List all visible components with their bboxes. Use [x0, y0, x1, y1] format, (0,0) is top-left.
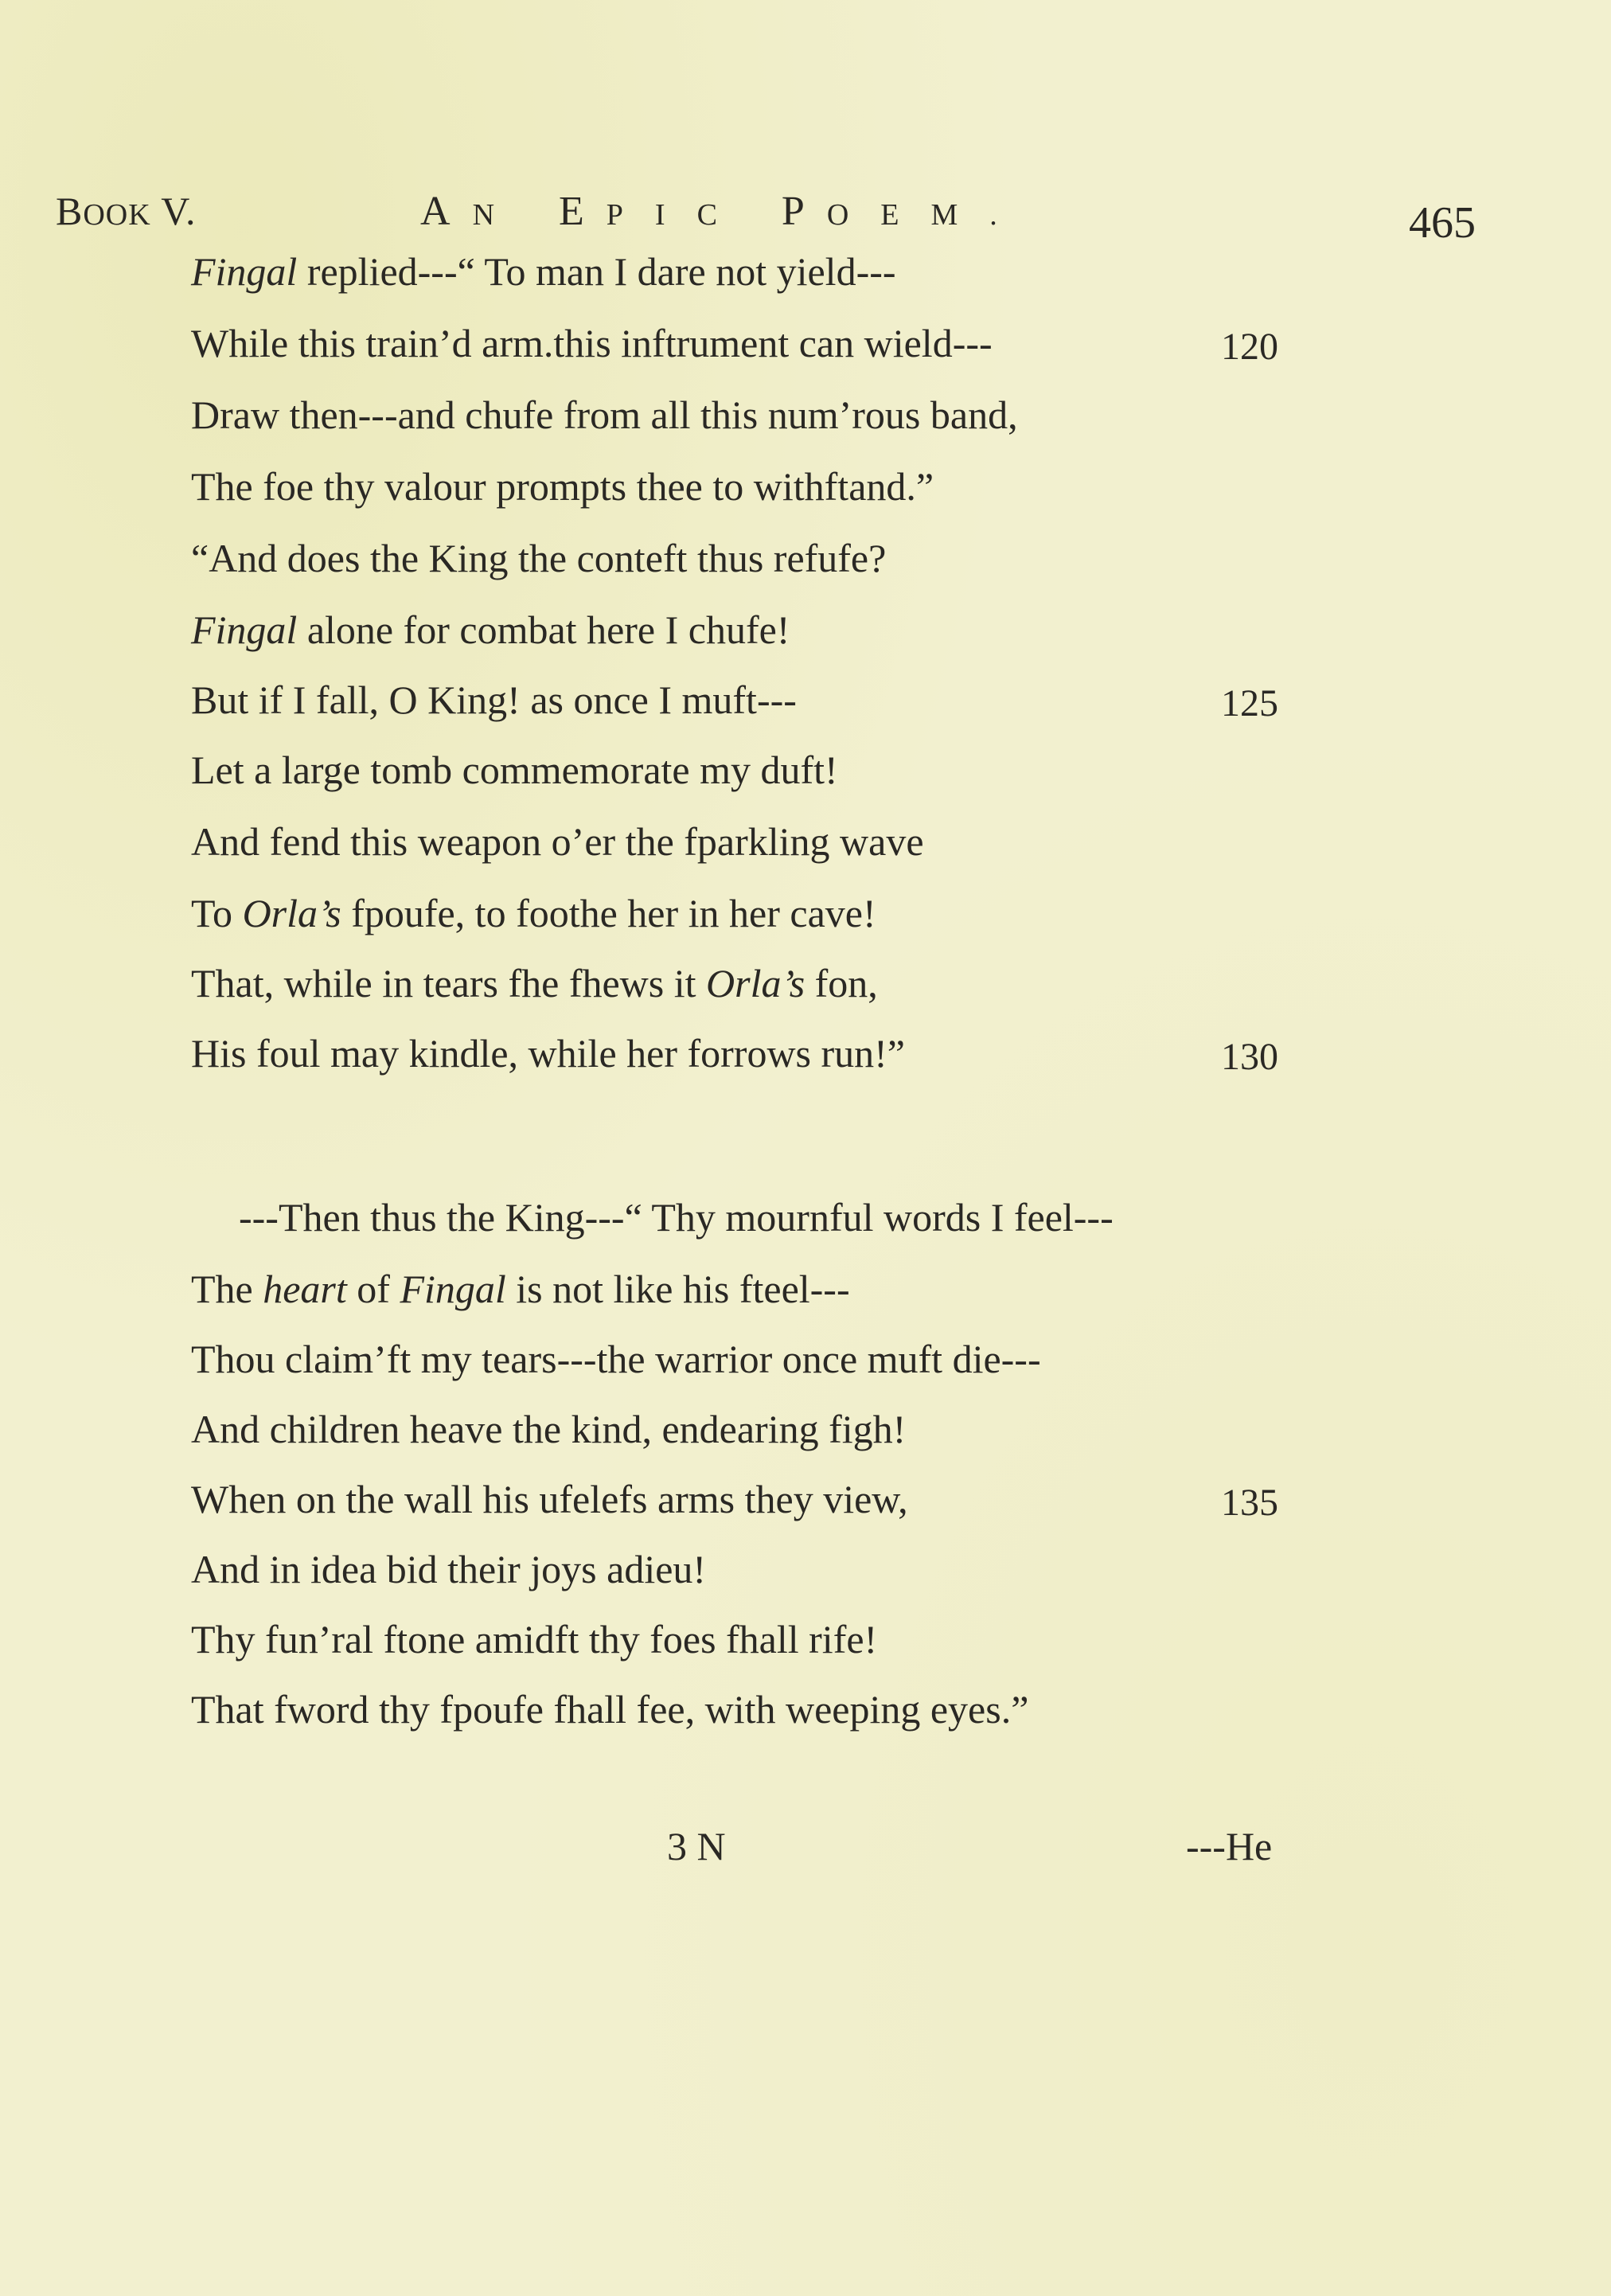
- verse-line: To Orla’s fpoufe, to foothe her in her cave!: [191, 891, 876, 935]
- line-number: 120: [1221, 326, 1278, 368]
- line-number: 130: [1221, 1036, 1278, 1078]
- verse-line: But if I fall, O King! as once I muft---: [191, 677, 797, 722]
- line-number: 135: [1221, 1482, 1278, 1524]
- verse-line: Fingal replied---“ To man I dare not yield---: [191, 249, 896, 294]
- verse-line: The heart of Fingal is not like his fteel---: [191, 1267, 850, 1311]
- verse-line: Draw then---and chufe from all this num’rous band,: [191, 392, 1018, 437]
- page-number: 465: [1409, 198, 1476, 248]
- verse-line: And fend this weapon o’er the fparkling wave: [191, 819, 924, 864]
- verse-line: Let a large tomb commemorate my duft!: [191, 748, 838, 792]
- line-number: 125: [1221, 682, 1278, 724]
- verse-line: Thou claim’ft my tears---the warrior once muft die---: [191, 1337, 1041, 1381]
- verse-line: Thy fun’ral ftone amidft thy foes fhall rife!: [191, 1617, 878, 1661]
- verse-line: When on the wall his ufelefs arms they view,: [191, 1477, 908, 1521]
- verse-line: His foul may kindle, while her forrows run!”: [191, 1031, 905, 1076]
- verse-line: That fword thy fpoufe fhall fee, with weeping eyes.”: [191, 1687, 1029, 1732]
- verse-line: ---Then thus the King---“ Thy mournful words I feel---: [239, 1195, 1114, 1240]
- verse-line: And children heave the kind, endearing figh!: [191, 1407, 907, 1451]
- signature-mark: 3 N: [667, 1824, 726, 1868]
- verse-line: That, while in tears fhe fhews it Orla’s fon,: [191, 961, 878, 1005]
- verse-line: And in idea bid their joys adieu!: [191, 1547, 707, 1591]
- verse-line: While this train’d arm.this inftrument can wield---: [191, 321, 993, 365]
- book-label: BOOK V.: [56, 189, 197, 233]
- verse-line: Fingal alone for combat here I chufe!: [191, 607, 790, 652]
- verse-line: The foe thy valour prompts thee to withftand.”: [191, 464, 934, 509]
- catchword: ---He: [1186, 1824, 1273, 1868]
- verse-line: “And does the King the conteft thus refufe?: [191, 536, 887, 580]
- running-title: AN EPIC POEM.: [420, 189, 1029, 234]
